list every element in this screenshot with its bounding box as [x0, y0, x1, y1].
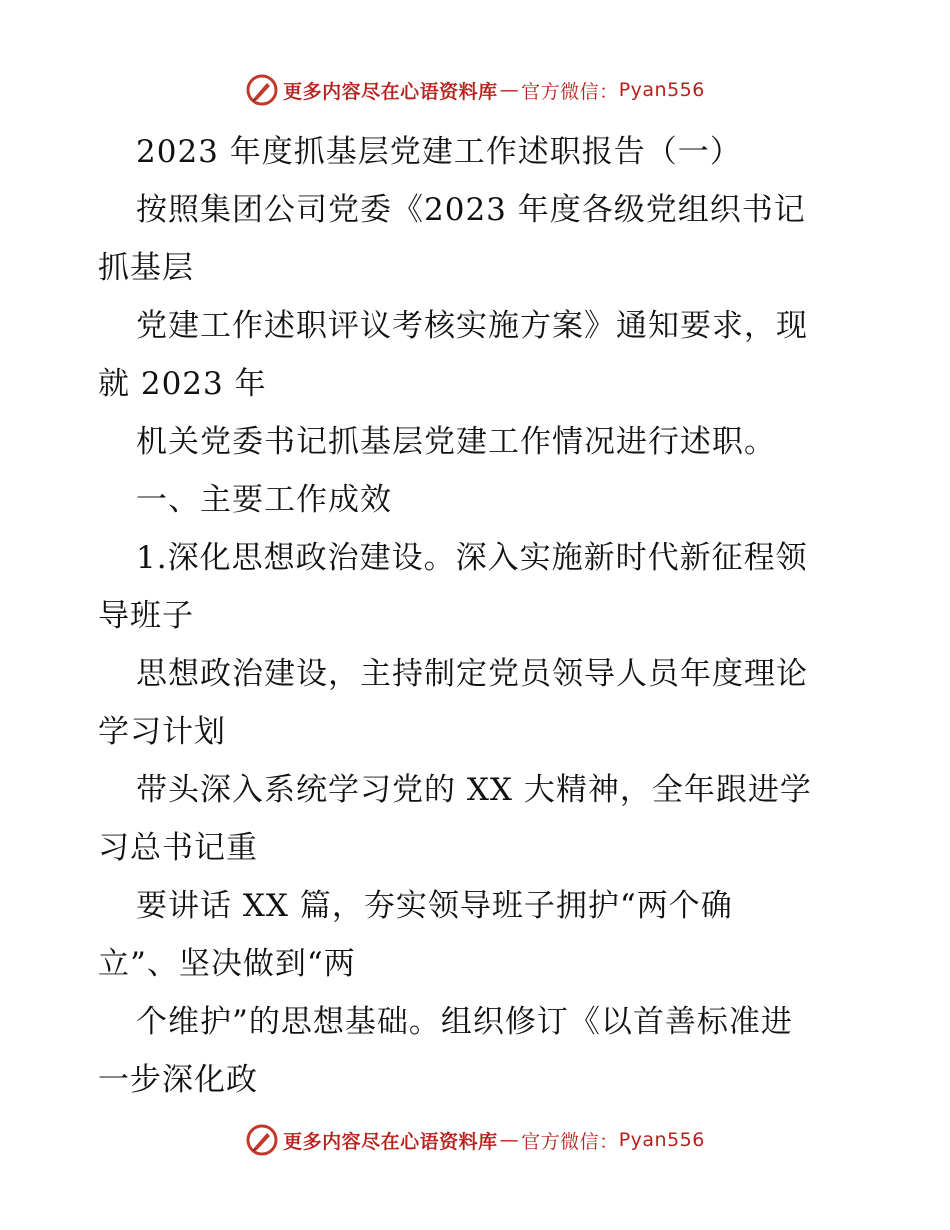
text-line: 思想政治建设，主持制定党员领导人员年度理论: [136, 656, 808, 692]
document-body: [98, 123, 858, 1109]
banner-label: 官方微信：: [521, 1130, 619, 1153]
text-line: 导班子: [98, 598, 194, 634]
text-line: 党建工作述职评议考核实施方案》通知要求，现: [136, 308, 808, 344]
text-line: 1.深化思想政治建设。深入实施新时代新征程领: [136, 540, 808, 576]
text-line: 抓基层: [98, 250, 194, 286]
header-watermark-banner: [0, 68, 950, 112]
banner-label: 官方微信：: [521, 80, 619, 103]
footer-watermark-banner: [0, 1118, 950, 1162]
text-line: 习总书记重: [98, 830, 258, 866]
text-line: 带头深入系统学习党的 XX 大精神，全年跟进学: [136, 772, 812, 808]
text-line: 个维护”的思想基础。组织修订《以首善标准进: [136, 1004, 793, 1040]
banner-site-name: 更多内容尽在心语资料库: [283, 1130, 498, 1153]
text-line: 机关党委书记抓基层党建工作情况进行述职。: [136, 424, 776, 460]
pen-logo-icon: [245, 1123, 279, 1157]
text-line: 学习计划: [98, 714, 226, 750]
text-line: 就 2023 年: [98, 366, 267, 402]
banner-wechat-id: Pyan556: [618, 79, 705, 101]
banner-separator: —: [499, 1129, 520, 1151]
text-line: 2023 年度抓基层党建工作述职报告（一）: [136, 134, 742, 170]
banner-site-name: 更多内容尽在心语资料库: [283, 80, 498, 103]
text-line: 一步深化政: [98, 1062, 258, 1098]
text-line: 要讲话 XX 篇，夯实领导班子拥护“两个确: [136, 888, 733, 924]
text-line: 立”、坚决做到“两: [98, 946, 356, 982]
text-line: 按照集团公司党委《2023 年度各级党组织书记: [136, 192, 806, 228]
pen-logo-icon: [245, 73, 279, 107]
text-line: 一、主要工作成效: [136, 482, 392, 518]
banner-wechat-id: Pyan556: [618, 1129, 705, 1151]
banner-separator: —: [499, 79, 520, 101]
